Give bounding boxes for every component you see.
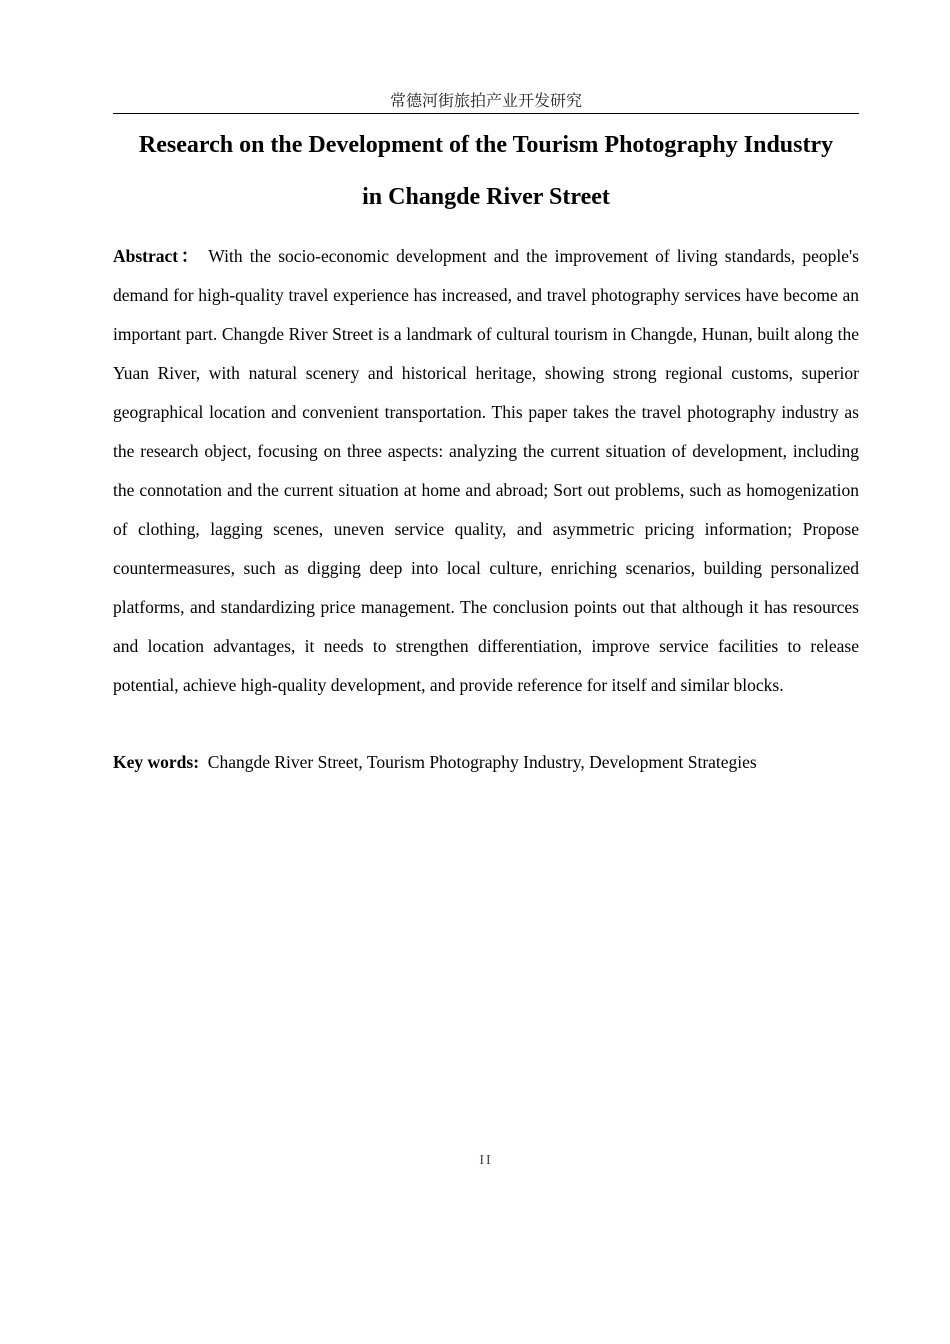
page-number: II <box>479 1153 493 1168</box>
abstract-paragraph <box>113 237 859 705</box>
keywords-paragraph <box>113 743 859 782</box>
abstract-label: Abstract： <box>113 246 202 266</box>
header-rule <box>113 113 859 114</box>
abstract-text: With the socio-economic development and the improvement of living standards, people's demand for high-quality travel experience has increased, and travel photography services have become an important part. Changde River Street is a landmark of cultural tourism in Changde, Hunan, built along the Yuan River, with natural scenery and historical heritage, showing strong regional customs, superior geographical location and convenient transportation. This paper takes the travel photography industry as the research object, focusing on three aspects: analyzing the current situation of development, including the connotation and the current situation at home and abroad; Sort out problems, such as homogenization of clothing, lagging scenes, uneven service quality, and asymmetric pricing information; Propose countermeasures, such as digging deep into local culture, enriching scenarios, building personalized platforms, and standardizing price management. The conclusion points out that although it has resources and location advantages, it needs to strengthen differentiation, improve service facilities to release potential, achieve high-quality development, and provide reference for itself and similar blocks. <box>113 246 859 695</box>
title-line-2: in Changde River Street <box>362 184 610 210</box>
keywords-label: Key words: <box>113 752 200 772</box>
paper-title <box>113 119 859 223</box>
title-line-1: Research on the Development of the Tourism Photography Industry <box>138 132 834 158</box>
keywords-text: Changde River Street, Tourism Photography Industry, Development Strategies <box>207 752 757 772</box>
running-header: 常德河街旅拍产业开发研究 <box>389 91 582 110</box>
